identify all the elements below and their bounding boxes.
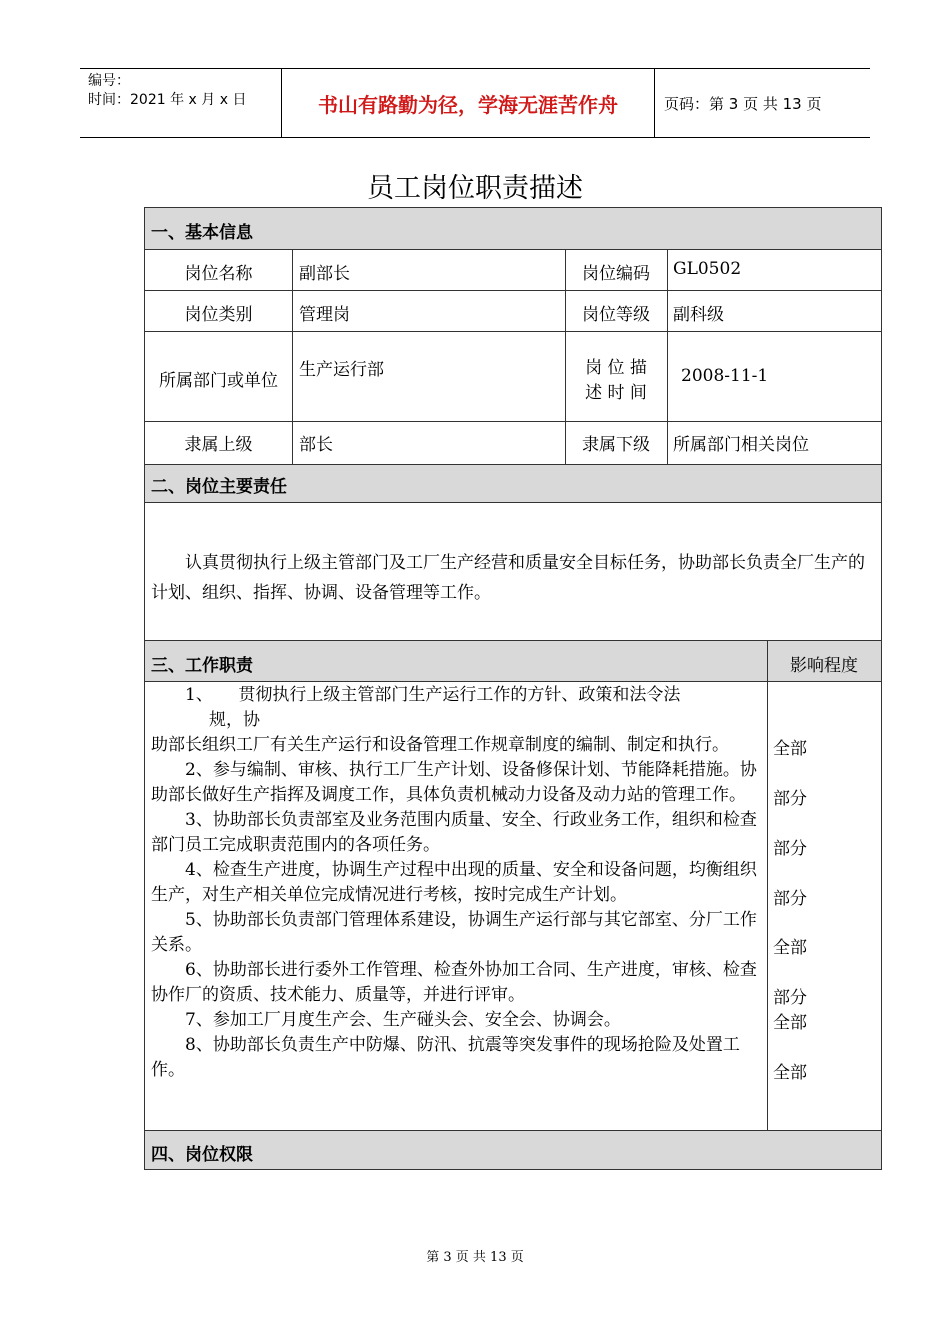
dept-label: 所属部门或单位 bbox=[159, 371, 278, 391]
row-divider bbox=[145, 681, 881, 682]
impact-8: 全部 bbox=[773, 1063, 807, 1083]
impact-7: 全部 bbox=[773, 1013, 807, 1033]
header-meta bbox=[80, 69, 282, 137]
post-code-label: 岗位编码 bbox=[582, 264, 650, 284]
duty-1a: 1、 贯彻执行上级主管部门生产运行工作的方针、政策和法令法 bbox=[185, 685, 681, 705]
impact-5: 全部 bbox=[773, 938, 807, 958]
duty-8: 8、协助部长负责生产中防爆、防汛、抗震等突发事件的现场抢险及处置工作。 bbox=[151, 1035, 740, 1080]
duty-1c: 助部长组织工厂有关生产运行和设备管理工作规章制度的编制、制定和执行。 bbox=[151, 735, 729, 755]
section1-header-bg bbox=[145, 208, 881, 249]
header-page-info: 页码：第 3 页 共 13 页 bbox=[664, 94, 822, 113]
impact-3: 部分 bbox=[773, 839, 807, 859]
post-code-value: GL0502 bbox=[673, 259, 742, 279]
post-type-label: 岗位类别 bbox=[184, 305, 253, 325]
row-divider bbox=[145, 464, 881, 465]
duty-5: 5、协助部长负责部门管理体系建设，协调生产运行部与其它部室、分厂工作关系。 bbox=[151, 910, 757, 955]
col-divider bbox=[667, 249, 668, 464]
page-footer: 第 3 页 共 13 页 bbox=[426, 1250, 524, 1265]
col-divider bbox=[292, 249, 293, 464]
impact-header: 影响程度 bbox=[790, 656, 858, 676]
job-description-table bbox=[144, 207, 882, 1170]
desc-time-value: 2008-11-1 bbox=[681, 366, 769, 386]
document-title: 员工岗位职责描述 bbox=[367, 173, 583, 204]
post-grade-label: 岗位等级 bbox=[582, 305, 650, 325]
duty-6: 6、协助部长进行委外工作管理、检查外协加工合同、生产进度，审核、检查协作厂的资质、技术能力、质量等，并进行评审。 bbox=[151, 960, 757, 1005]
subordinate-label: 隶属下级 bbox=[582, 435, 650, 455]
row-divider bbox=[145, 331, 881, 332]
post-grade-value: 副科级 bbox=[673, 305, 724, 325]
row-divider bbox=[145, 1130, 881, 1131]
post-type-value: 管理岗 bbox=[299, 305, 350, 325]
section2-heading: 二、岗位主要责任 bbox=[151, 477, 287, 497]
desc-time-label-2: 述 时 间 bbox=[585, 383, 647, 403]
impact-2: 部分 bbox=[773, 789, 807, 809]
subordinate-value: 所属部门相关岗位 bbox=[673, 435, 809, 455]
dept-value: 生产运行部 bbox=[299, 360, 384, 380]
row-divider bbox=[145, 249, 881, 250]
col-divider bbox=[767, 640, 768, 1130]
row-divider bbox=[145, 421, 881, 422]
duty-1b: 规，协 bbox=[209, 710, 260, 730]
page-header bbox=[80, 68, 870, 138]
row-divider bbox=[145, 640, 881, 641]
section3-heading: 三、工作职责 bbox=[151, 656, 253, 676]
impact-1: 全部 bbox=[773, 739, 807, 759]
section4-header-bg bbox=[145, 1130, 881, 1169]
row-divider bbox=[145, 502, 881, 503]
superior-value: 部长 bbox=[299, 435, 333, 455]
section4-heading: 四、岗位权限 bbox=[151, 1145, 253, 1165]
impact-6: 部分 bbox=[773, 988, 807, 1008]
desc-time-label-1: 岗 位 描 bbox=[585, 358, 647, 378]
duty-3: 3、协助部长负责部室及业务范围内质量、安全、行政业务工作，组织和检查部门员工完成职责范围内的各项任务。 bbox=[151, 810, 757, 855]
post-name-label: 岗位名称 bbox=[184, 264, 253, 284]
duties-list bbox=[151, 683, 766, 1083]
post-name-value: 副部长 bbox=[299, 264, 350, 284]
number-label: 编号： bbox=[88, 73, 130, 89]
duty-7: 7、参加工厂月度生产会、生产碰头会、安全会、协调会。 bbox=[185, 1010, 621, 1030]
header-motto: 书山有路勤为径，学海无涯苦作舟 bbox=[282, 69, 655, 137]
row-divider bbox=[145, 290, 881, 291]
main-responsibility-text: 认真贯彻执行上级主管部门及工厂生产经营和质量安全目标任务，协助部长负责全厂生产的计划、组织、指挥、协调、设备管理等工作。 bbox=[151, 553, 865, 603]
section1-heading: 一、基本信息 bbox=[151, 223, 253, 243]
time-label: 时间：2021 年 x 月 x 日 bbox=[88, 92, 247, 108]
impact-4: 部分 bbox=[773, 889, 807, 909]
superior-label: 隶属上级 bbox=[184, 435, 253, 455]
duty-2: 2、参与编制、审核、执行工厂生产计划、设备修保计划、节能降耗措施。协助部长做好生产指挥及调度工作，具体负责机械动力设备及动力站的管理工作。 bbox=[151, 760, 757, 805]
duty-4: 4、检查生产进度，协调生产过程中出现的质量、安全和设备问题，均衡组织生产，对生产相关单位完成情况进行考核，按时完成生产计划。 bbox=[151, 860, 757, 905]
